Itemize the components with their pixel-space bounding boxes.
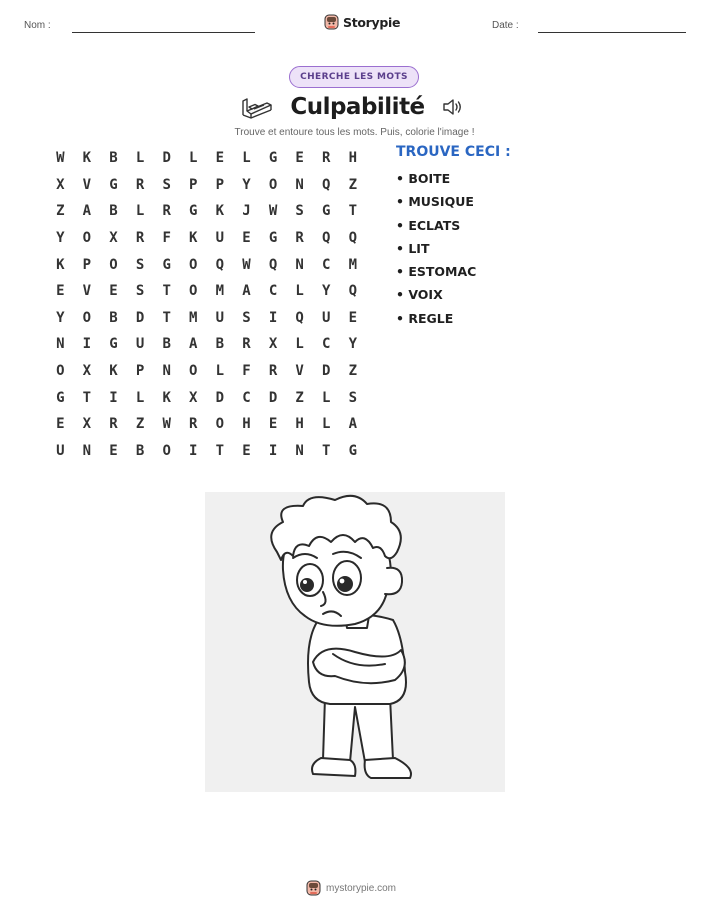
grid-letter[interactable]: N <box>56 336 65 353</box>
grid-letter[interactable]: T <box>322 442 331 459</box>
grid-letter[interactable]: R <box>268 363 278 380</box>
grid-letter[interactable]: Q <box>215 256 225 273</box>
grid-letter[interactable]: S <box>162 176 171 193</box>
grid-letter[interactable]: R <box>295 230 304 247</box>
grid-letter[interactable]: D <box>268 389 278 406</box>
grid-letter[interactable]: I <box>268 309 278 326</box>
brand-name: Storypie <box>343 14 401 30</box>
grid-letter[interactable]: G <box>109 176 118 193</box>
grid-letter[interactable]: A <box>242 283 251 300</box>
grid-letter[interactable]: W <box>242 256 251 273</box>
grid-letter[interactable]: W <box>56 150 65 167</box>
grid-letter[interactable]: Q <box>322 230 331 247</box>
grid-letter[interactable]: X <box>268 336 278 353</box>
grid-letter[interactable]: Y <box>322 283 331 300</box>
title-row <box>240 90 465 124</box>
grid-letter[interactable]: L <box>322 389 331 406</box>
grid-letter[interactable]: L <box>242 150 251 167</box>
grid-letter[interactable]: S <box>135 283 145 300</box>
bed-icon <box>240 93 274 121</box>
grid-letter[interactable]: B <box>109 309 118 326</box>
speaker-sound-icon[interactable] <box>441 97 465 117</box>
word-list <box>396 171 476 334</box>
grid-letter[interactable]: L <box>189 150 198 167</box>
grid-letter[interactable]: I <box>109 389 118 406</box>
grid-letter[interactable]: I <box>82 336 92 353</box>
grid-letter[interactable]: D <box>135 309 145 326</box>
grid-letter[interactable]: L <box>295 283 304 300</box>
grid-letter[interactable]: Z <box>348 176 358 193</box>
grid-letter[interactable]: O <box>215 416 225 433</box>
grid-letter[interactable]: E <box>56 283 65 300</box>
grid-letter[interactable]: K <box>56 256 65 273</box>
grid-letter[interactable]: N <box>295 442 304 459</box>
grid-letter[interactable]: K <box>215 203 225 220</box>
grid-letter[interactable]: H <box>348 150 358 167</box>
grid-letter[interactable]: X <box>189 389 198 406</box>
grid-letter[interactable]: I <box>189 442 198 459</box>
grid-letter[interactable]: Z <box>56 203 65 220</box>
grid-letter[interactable]: O <box>109 256 118 273</box>
grid-letter[interactable]: O <box>189 363 198 380</box>
grid-letter[interactable]: A <box>189 336 198 353</box>
grid-letter[interactable]: Q <box>295 309 304 326</box>
storypie-mascot-icon <box>306 880 321 896</box>
grid-letter[interactable]: M <box>215 283 225 300</box>
grid-letter[interactable]: S <box>295 203 304 220</box>
guilty-boy-illustration <box>205 492 505 792</box>
grid-letter[interactable]: T <box>215 442 225 459</box>
word-list-item: • ESTOMAC <box>396 264 477 280</box>
word-list-item: • VOIX <box>396 287 443 303</box>
storypie-mascot-icon <box>324 14 339 30</box>
grid-letter[interactable]: B <box>109 150 118 167</box>
grid-letter[interactable]: A <box>348 416 358 433</box>
grid-letter[interactable]: G <box>56 389 65 406</box>
grid-letter[interactable]: P <box>82 256 92 273</box>
grid-letter[interactable]: Q <box>348 230 358 247</box>
grid-letter[interactable]: W <box>268 203 278 220</box>
name-line[interactable] <box>72 32 255 33</box>
grid-letter[interactable]: L <box>135 203 145 220</box>
grid-letter[interactable]: R <box>135 176 145 193</box>
grid-letter[interactable]: X <box>109 230 118 247</box>
grid-letter[interactable]: P <box>215 176 225 193</box>
word-list-item: • REGLE <box>396 310 454 326</box>
grid-letter[interactable]: E <box>242 230 251 247</box>
grid-letter[interactable]: D <box>322 363 331 380</box>
date-label: Date : <box>492 20 519 31</box>
grid-letter[interactable]: N <box>295 176 304 193</box>
grid-letter[interactable]: W <box>162 416 171 433</box>
grid-letter[interactable]: S <box>348 389 358 406</box>
footer-url[interactable]: mystorypie.com <box>326 882 397 894</box>
grid-letter[interactable]: Y <box>56 309 65 326</box>
grid-letter[interactable]: B <box>135 442 145 459</box>
grid-letter[interactable]: B <box>215 336 225 353</box>
grid-letter[interactable]: A <box>82 203 92 220</box>
grid-letter[interactable]: S <box>135 256 145 273</box>
grid-letter[interactable]: B <box>162 336 171 353</box>
grid-letter[interactable]: B <box>109 203 118 220</box>
grid-letter[interactable]: N <box>162 363 171 380</box>
word-list-heading: TROUVE CECI : <box>396 144 511 160</box>
grid-letter[interactable]: O <box>82 309 92 326</box>
page-title: Culpabilité <box>290 94 425 120</box>
grid-letter[interactable]: E <box>56 416 65 433</box>
grid-letter[interactable]: G <box>162 256 171 273</box>
grid-letter[interactable]: M <box>348 256 358 273</box>
brand-logo <box>324 14 400 30</box>
grid-letter[interactable]: Y <box>56 230 65 247</box>
name-label: Nom : <box>24 20 51 31</box>
grid-letter[interactable]: R <box>189 416 198 433</box>
grid-letter[interactable]: Q <box>348 283 358 300</box>
grid-letter[interactable]: L <box>295 336 304 353</box>
grid-letter[interactable]: N <box>295 256 304 273</box>
grid-letter[interactable]: K <box>109 363 118 380</box>
grid-letter[interactable]: C <box>268 283 278 300</box>
grid-letter[interactable]: G <box>268 230 278 247</box>
grid-letter[interactable]: P <box>189 176 198 193</box>
grid-letter[interactable]: E <box>242 442 251 459</box>
grid-letter[interactable]: E <box>295 150 304 167</box>
grid-letter[interactable]: V <box>295 363 304 380</box>
grid-letter[interactable]: F <box>162 230 171 247</box>
grid-letter[interactable]: H <box>295 416 304 433</box>
grid-letter[interactable]: X <box>82 363 92 380</box>
grid-letter[interactable]: K <box>82 150 92 167</box>
grid-letter[interactable]: V <box>82 283 92 300</box>
grid-letter[interactable]: R <box>242 336 251 353</box>
grid-letter[interactable]: O <box>268 176 278 193</box>
grid-letter[interactable]: J <box>242 203 251 220</box>
grid-letter[interactable]: Q <box>322 176 331 193</box>
grid-letter[interactable]: O <box>162 442 171 459</box>
grid-letter[interactable]: S <box>242 309 251 326</box>
grid-letter[interactable]: E <box>215 150 225 167</box>
grid-letter[interactable]: G <box>348 442 358 459</box>
grid-letter[interactable]: Q <box>268 256 278 273</box>
grid-letter[interactable]: U <box>322 309 331 326</box>
grid-letter[interactable]: D <box>215 389 225 406</box>
grid-letter[interactable]: Y <box>348 336 358 353</box>
grid-letter[interactable]: E <box>109 283 118 300</box>
word-list-item: • LIT <box>396 240 430 256</box>
grid-letter[interactable]: C <box>322 256 331 273</box>
grid-letter[interactable]: E <box>109 442 118 459</box>
grid-letter[interactable]: X <box>82 416 92 433</box>
grid-letter[interactable]: E <box>268 416 278 433</box>
grid-letter[interactable]: L <box>135 389 145 406</box>
grid-letter[interactable]: T <box>82 389 92 406</box>
grid-letter[interactable]: R <box>162 203 171 220</box>
grid-letter[interactable]: G <box>268 150 278 167</box>
grid-letter[interactable]: D <box>162 150 171 167</box>
word-list-item: • MUSIQUE <box>396 194 474 210</box>
grid-letter[interactable]: T <box>162 283 171 300</box>
word-list-item: • BOITE <box>396 171 451 186</box>
grid-letter[interactable]: R <box>109 416 118 433</box>
coloring-picture[interactable] <box>205 492 505 792</box>
grid-letter[interactable]: U <box>215 230 225 247</box>
grid-letter[interactable]: U <box>215 309 225 326</box>
grid-letter[interactable]: T <box>162 309 171 326</box>
grid-letter[interactable]: O <box>82 230 92 247</box>
grid-letter[interactable]: F <box>242 363 251 380</box>
grid-letter[interactable]: U <box>135 336 145 353</box>
grid-letter[interactable]: Y <box>242 176 251 193</box>
grid-letter[interactable]: R <box>135 230 145 247</box>
word-search-grid <box>47 145 366 464</box>
grid-letter[interactable]: G <box>109 336 118 353</box>
date-line[interactable] <box>538 32 686 33</box>
grid-letter[interactable]: U <box>56 442 65 459</box>
grid-letter[interactable]: P <box>135 363 145 380</box>
grid-letter[interactable]: N <box>82 442 92 459</box>
grid-letter[interactable]: Z <box>348 363 358 380</box>
grid-letter[interactable]: L <box>215 363 225 380</box>
grid-letter[interactable]: E <box>348 309 358 326</box>
grid-letter[interactable]: K <box>162 389 171 406</box>
grid-letter[interactable]: M <box>189 309 198 326</box>
grid-letter[interactable]: C <box>242 389 251 406</box>
activity-badge: CHERCHE LES MOTS <box>289 66 419 88</box>
grid-letter[interactable]: I <box>268 442 278 459</box>
grid-letter[interactable]: C <box>322 336 331 353</box>
grid-letter[interactable]: R <box>322 150 331 167</box>
instructions: Trouve et entoure tous les mots. Puis, colorie l'image ! <box>234 127 475 138</box>
grid-letter[interactable]: Z <box>135 416 145 433</box>
grid-letter[interactable]: L <box>322 416 331 433</box>
word-list-item: • ECLATS <box>396 217 461 233</box>
grid-letter[interactable]: G <box>322 203 331 220</box>
grid-letter[interactable]: O <box>189 283 198 300</box>
grid-letter[interactable]: H <box>242 416 251 433</box>
grid-letter[interactable]: K <box>189 230 198 247</box>
footer <box>306 880 396 896</box>
grid-letter[interactable]: T <box>348 203 358 220</box>
grid-letter[interactable]: Z <box>295 389 304 406</box>
grid-letter[interactable]: L <box>135 150 145 167</box>
grid-letter[interactable]: O <box>56 363 65 380</box>
grid-letter[interactable]: O <box>189 256 198 273</box>
grid-letter[interactable]: X <box>56 176 65 193</box>
grid-letter[interactable]: G <box>189 203 198 220</box>
grid-letter[interactable]: V <box>82 176 92 193</box>
